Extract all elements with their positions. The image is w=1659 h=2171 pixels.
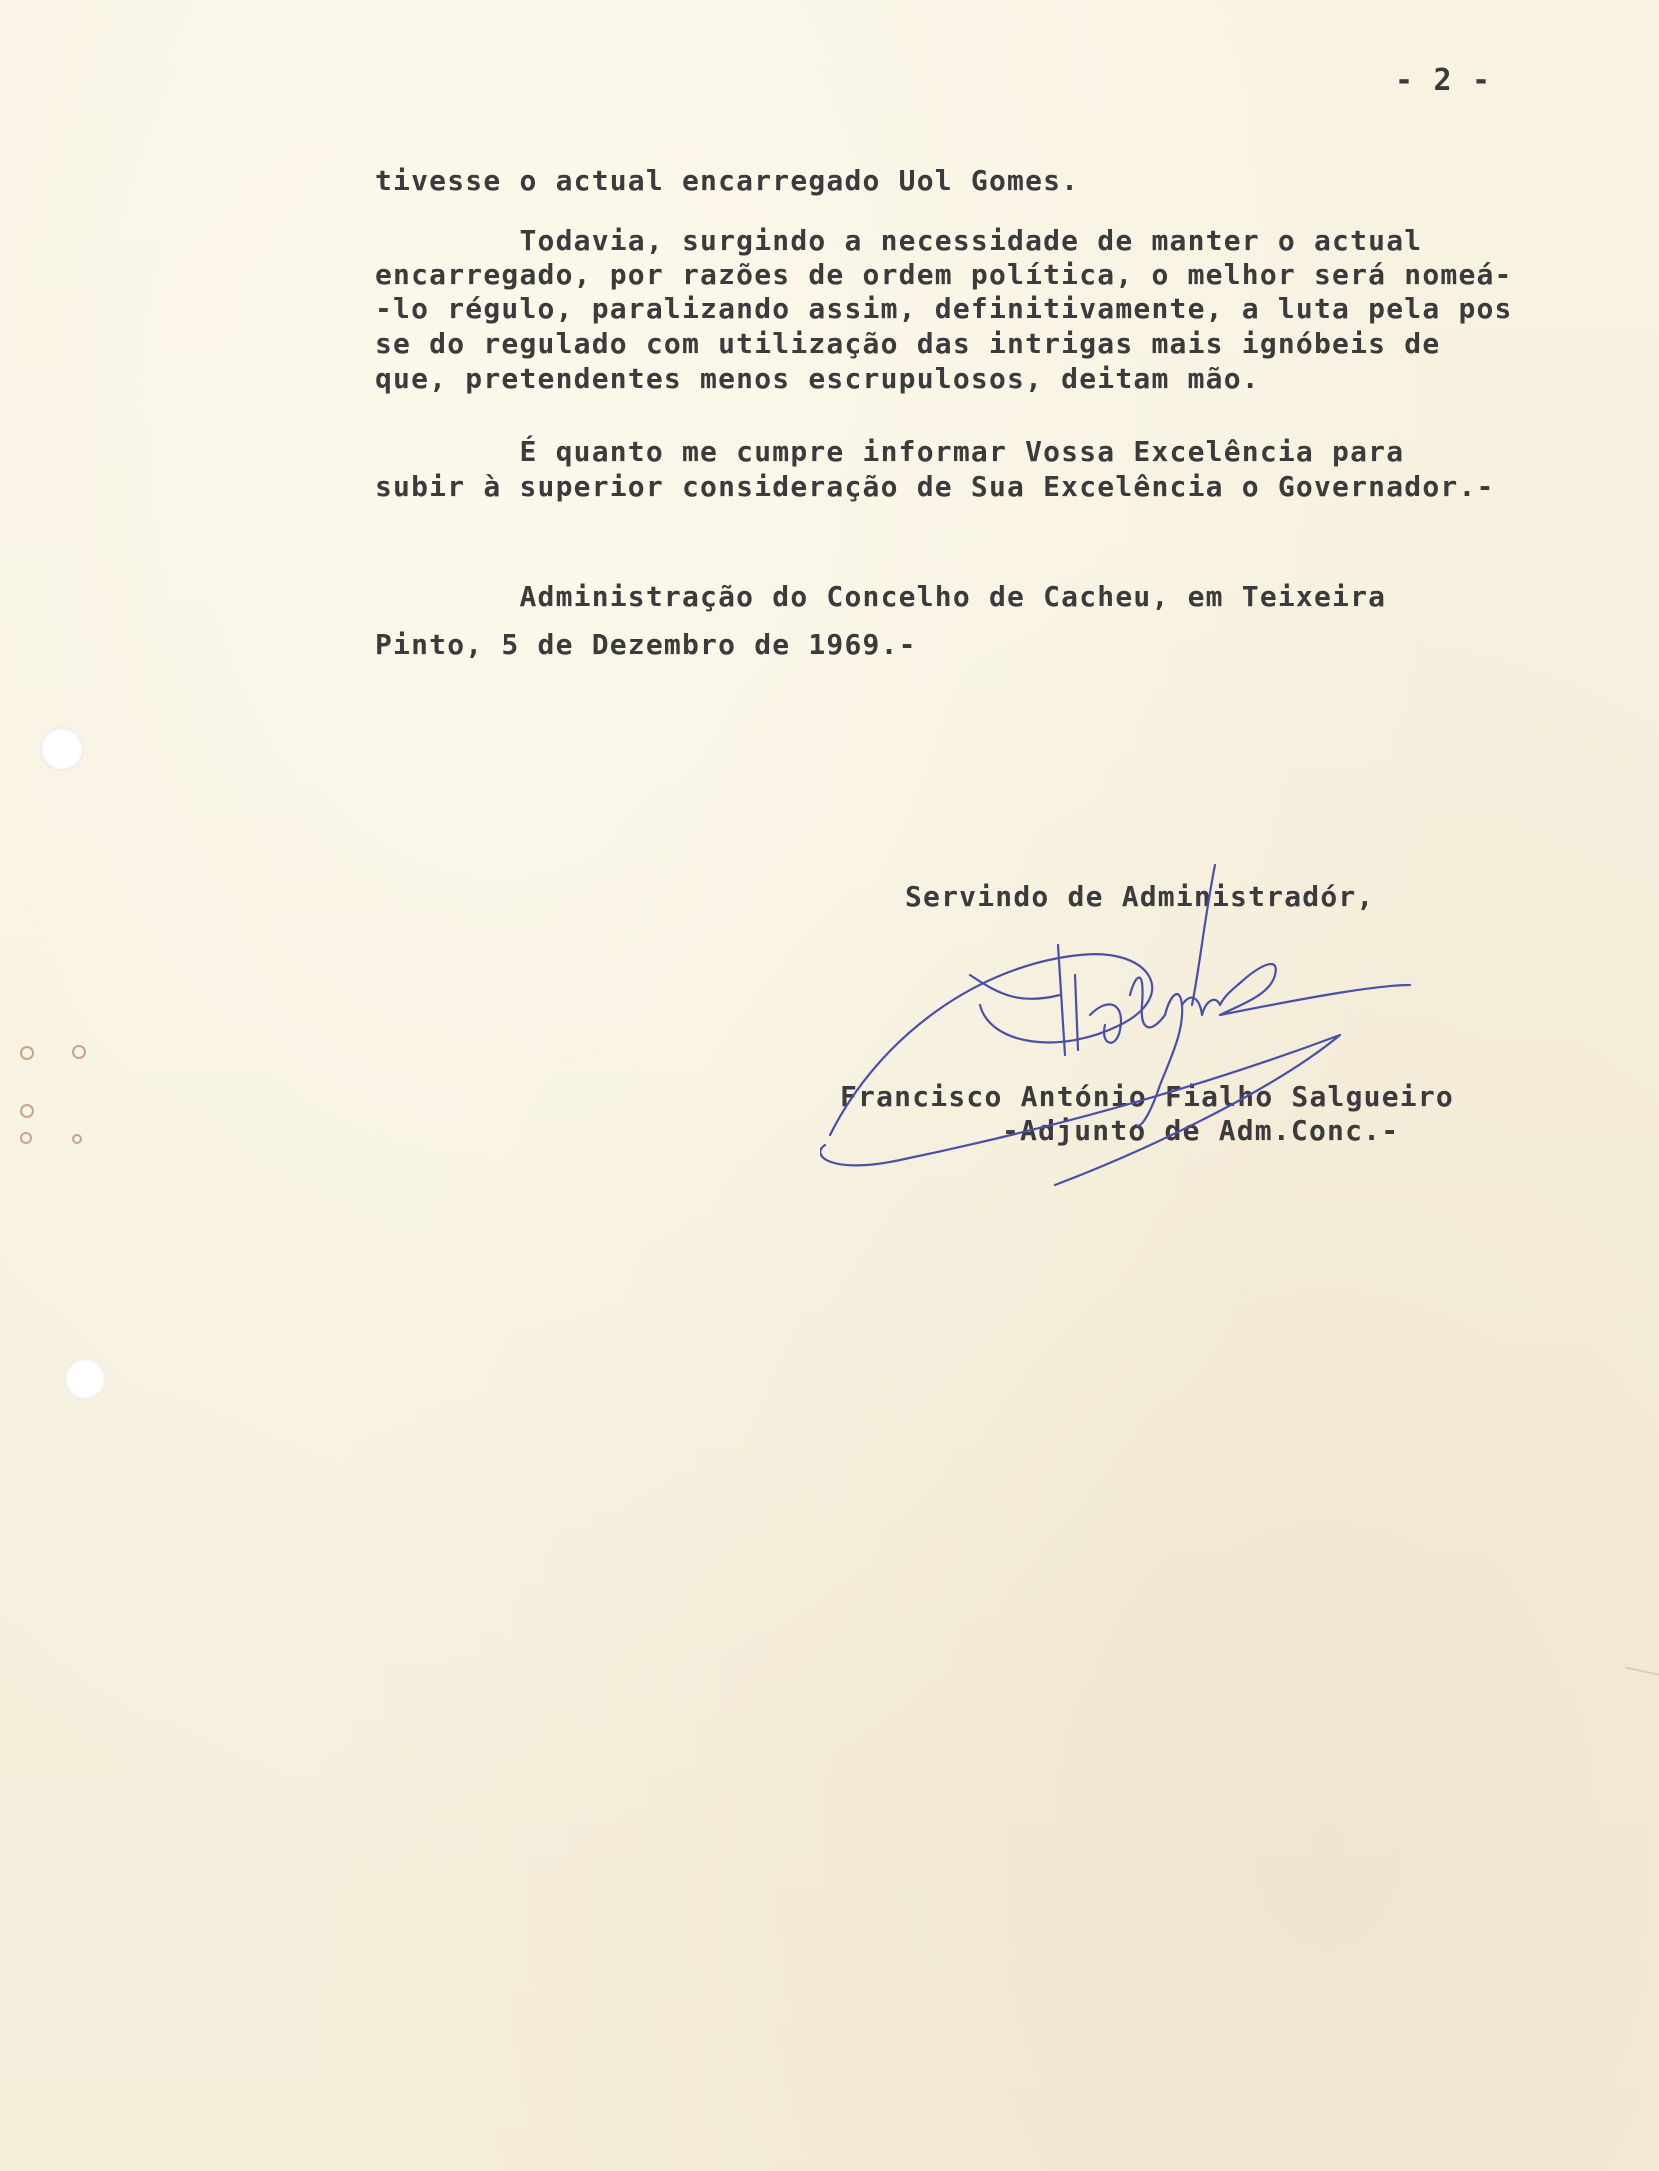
body-line: tivesse o actual encarregado Uol Gomes.	[375, 164, 1080, 197]
rust-mark	[72, 1045, 86, 1059]
body-line: Administração do Concelho de Cacheu, em Teixeira	[375, 580, 1387, 613]
page-number: - 2 -	[1395, 63, 1492, 98]
body-line: -lo régulo, paralizando assim, definitivamente, a luta pela pos	[375, 292, 1513, 325]
signoff-text: Servindo de Administradór,	[905, 880, 1375, 913]
body-line: se do regulado com utilização das intrigas mais ignóbeis de	[375, 327, 1441, 360]
body-line: que, pretendentes menos escrupulosos, deitam mão.	[375, 362, 1260, 395]
body-line: Pinto, 5 de Dezembro de 1969.-	[375, 628, 917, 661]
signatory-name: Francisco António Fialho Salgueiro	[840, 1080, 1454, 1113]
rust-mark	[20, 1046, 34, 1060]
body-line: É quanto me cumpre informar Vossa Excelência para	[375, 435, 1405, 468]
punch-hole	[64, 1358, 106, 1400]
rust-mark	[20, 1132, 32, 1144]
signatory-title: -Adjunto de Adm.Conc.-	[1002, 1114, 1400, 1147]
body-line: encarregado, por razões de ordem política, o melhor será nomeá-	[375, 258, 1513, 291]
punch-hole	[40, 727, 84, 771]
paper-edge-mark	[1625, 1666, 1659, 1675]
rust-mark	[72, 1134, 82, 1144]
rust-mark	[20, 1104, 34, 1118]
handwritten-signature	[820, 855, 1420, 1195]
body-line: subir à superior consideração de Sua Excelência o Governador.-	[375, 470, 1495, 503]
body-line: Todavia, surgindo a necessidade de manter o actual	[375, 224, 1423, 257]
